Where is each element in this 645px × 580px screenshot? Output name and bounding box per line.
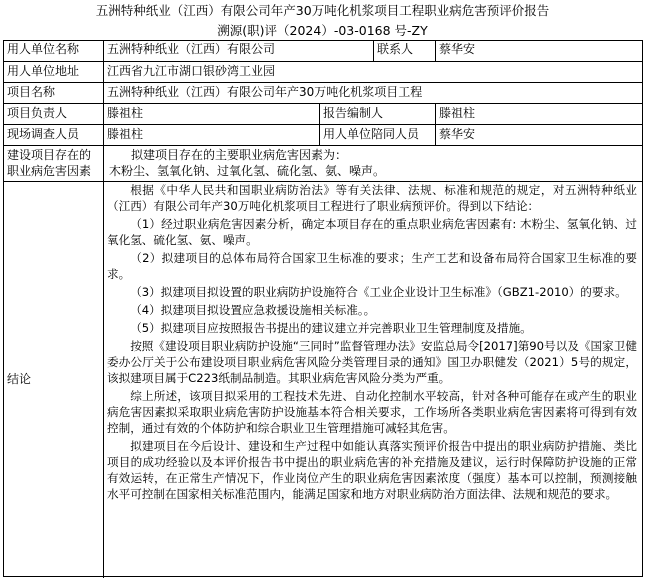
conclusion-paragraph-5: （5）拟建项目应按照报告书提出的建议建立并完善职业卫生管理制度及措施。 (130, 321, 532, 335)
investigator-label: 现场调查人员 (7, 127, 80, 141)
employer-value: 五洲特种纸业（江西）有限公司 (107, 42, 276, 56)
lead-value: 滕祖柱 (107, 106, 144, 120)
investigator-value: 滕祖柱 (107, 127, 144, 141)
conclusion-paragraph-2: （2）拟建项目的总体布局符合国家卫生标准的要求；生产工艺和设备布局符合国家卫生标准的要求。 (107, 251, 637, 281)
conclusion-paragraph-4: （4）拟建项目拟设置应急救援设施相关标准。。 (130, 303, 376, 317)
contact-label: 联系人 (377, 42, 414, 56)
hazard-list: 木粉尘、氢氧化钠、过氧化氢、硫化氢、氨、噪声。 (109, 164, 386, 178)
report-title: 五洲特种纸业（江西）有限公司年产30万吨化机浆项目工程职业病危害预评价报告 (95, 3, 550, 18)
lead-label: 项目负责人 (7, 106, 68, 120)
hazard-intro: 拟建项目存在的主要职业病危害因素为： (131, 148, 348, 162)
project-value: 五洲特种纸业（江西）有限公司年产30万吨化机浆项目工程 (107, 85, 423, 99)
employer-label: 用人单位名称 (7, 42, 80, 56)
conclusion-text (107, 182, 637, 504)
row-lead (3, 103, 643, 125)
author-value: 滕祖柱 (439, 106, 476, 120)
project-label: 项目名称 (7, 85, 56, 99)
conclusion-paragraph-3: （3）拟建项目拟设置的职业病防护设施符合《工业企业设计卫生标准》（GBZ1-2010）的要求。 (130, 285, 627, 299)
report-number: 溯源(职)评（2024）-03-0168 号-ZY (217, 23, 428, 38)
row-employer (3, 40, 643, 61)
address-value: 江西省九江市湖口银砂湾工业园 (107, 64, 276, 78)
conclusion-paragraph-summary: 综上所述，该项目拟采用的工程技术先进、自动化控制水平较高，针对各种可能存在或产生的职业病危害因素拟采取职业病危害防护设施基本符合相关要求，工作场所各类职业病危害因素将可得到有效控制，通过有效的个体防护和综合职业卫生管理措施可减轻其危害。 (107, 389, 637, 435)
author-label: 报告编制人 (323, 106, 384, 120)
companion-label: 用人单位陪同人员 (323, 127, 420, 141)
row-investigator (3, 124, 643, 146)
row-project (3, 82, 643, 104)
companion-value: 蔡华安 (439, 127, 476, 141)
conclusion-label: 结论 (7, 372, 32, 386)
conclusion-paragraph-risk: 按照《建设项目职业病防护设施“三同时”监督管理办法》安监总局令[2017]第90号以及《国家卫健委办公厅关于公布建设项目职业病危害风险分类管理目录的通知》国卫办职健发（2021）5号的规定，该拟建项目属于C223纸制品制造。其职业病危害风险分类为严重。 (107, 339, 637, 385)
hazard-label-line1: 建设项目存在的 (7, 148, 92, 162)
conclusion-paragraph-intro: 根据《中华人民共和国职业病防治法》等有关法律、法规、标准和规范的规定，对五洲特种纸业（江西）有限公司年产30万吨化机浆项目工程进行了职业病预评价。得到以下结论： (107, 183, 637, 213)
row-address (3, 61, 643, 83)
conclusion-paragraph-1: （1）经过职业病危害因素分析，确定本项目存在的重点职业病危害因素有: 木粉尘、氢氧化钠、过氧化氢、硫化氢、氨、噪声。 (107, 217, 637, 247)
address-label: 用人单位地址 (7, 64, 80, 78)
conclusion-paragraph-final: 拟建项目在今后设计、建设和生产过程中如能认真落实预评价报告中提出的职业病防护措施、类比项目的成功经验以及本评价报告书中提出的职业病危害的补充措施及建议，运行时保障防护设施的正常有效运转，在正常生产情况下，作业岗位产生的职业病危害因素浓度（强度）基本可以控制，预测接触水平可控制在国家相关标准范围内，能满足国家和地方对职业病防治方面法律、法规和规范的要求。 (107, 439, 637, 501)
hazard-label-line2: 职业病危害因素 (7, 164, 92, 178)
contact-value: 蔡华安 (439, 42, 476, 56)
